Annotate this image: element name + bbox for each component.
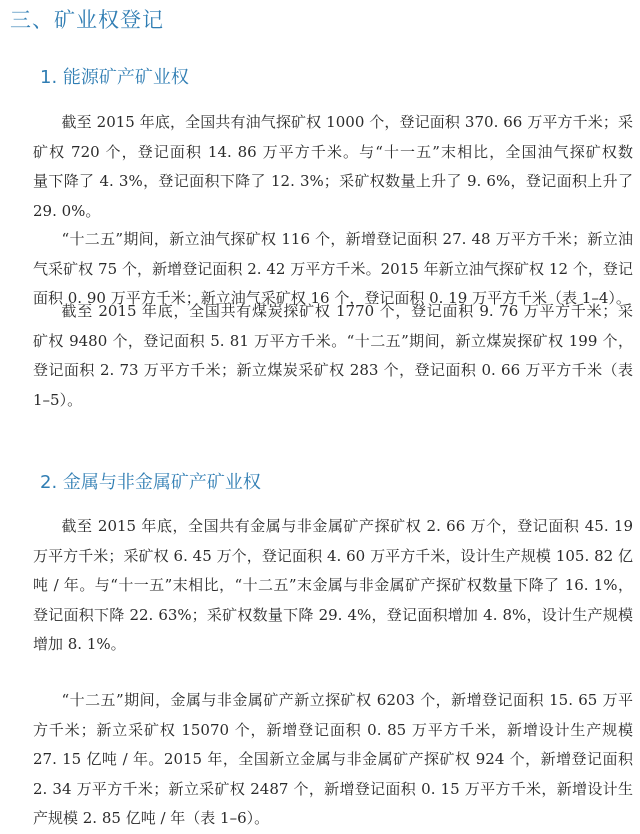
- subsection-title-energy: 1. 能源矿产矿业权: [40, 67, 189, 88]
- text-line: 产规模 2. 85 亿吨 / 年（表 1–6）。: [33, 809, 270, 828]
- text-line: 增加 8. 1%。: [33, 635, 126, 654]
- text-line: 万平方千米；采矿权 6. 45 万个，登记面积 4. 60 万平方千米，设计生产规模 105. 82 亿: [33, 546, 633, 565]
- text-line: 截至 2015 年底，全国共有油气探矿权 1000 个，登记面积 370. 66 万平方千米；采: [61, 113, 633, 131]
- text-line: 矿权 9480 个，登记面积 5. 81 万平方千米。“十二五”期间，新立煤炭探矿权 199 个，: [33, 331, 633, 350]
- text-line: 方千米；新立采矿权 15070 个，新增登记面积 0. 85 万平方千米，新增设计生产规模: [33, 720, 633, 739]
- subsection-title-metal: 2. 金属与非金属矿产矿业权: [40, 472, 261, 493]
- text-line: 截至 2015 年底，全国共有金属与非金属矿产探矿权 2. 66 万个，登记面积 45. 19: [61, 517, 633, 535]
- paragraph: [33, 512, 633, 660]
- text-line: “十二五”期间，新立油气探矿权 116 个，新增登记面积 27. 48 万平方千米；新立油: [61, 230, 633, 248]
- text-line: 2. 34 万平方千米；新立采矿权 2487 个，新增登记面积 0. 15 万平方千米，新增设计生: [33, 779, 633, 798]
- text-line: 登记面积 2. 73 万平方千米；新立煤炭采矿权 283 个，登记面积 0. 66 万平方千米（表: [33, 361, 633, 380]
- text-line: 气采矿权 75 个，新增登记面积 2. 42 万平方千米。2015 年新立油气探矿权 12 个，登记: [33, 259, 633, 278]
- text-line: 29. 0%。: [33, 201, 101, 220]
- text-line: 量下降了 4. 3%，登记面积下降了 12. 3%；采矿权数量上升了 9. 6%，登记面积上升了: [33, 172, 633, 191]
- text-line: “十二五”期间，金属与非金属矿产新立探矿权 6203 个，新增登记面积 15. 65 万平: [61, 691, 633, 709]
- text-line: 面积 0. 90 万平方千米；新立油气采矿权 16 个，登记面积 0. 19 万平方千米（表 1–4）。: [33, 289, 631, 308]
- text-line: 27. 15 亿吨 / 年。2015 年，全国新立金属与非金属矿产探矿权 924 个，新增登记面积: [33, 750, 633, 769]
- text-line: 1–5）。: [33, 390, 83, 409]
- paragraph: [33, 108, 633, 226]
- paragraph: [33, 297, 633, 415]
- text-line: 吨 / 年。与“十一五”末相比，“十二五”末金属与非金属矿产探矿权数量下降了 16. 1%，: [33, 576, 633, 595]
- text-line: 登记面积下降 22. 63%；采矿权数量下降 29. 4%，登记面积增加 4. 8%，设计生产规模: [33, 605, 633, 624]
- text-line: 矿权 720 个，登记面积 14. 86 万平方千米。与“十一五”末相比，全国油气探矿权数: [33, 142, 633, 161]
- text-line: 截至 2015 年底，全国共有煤炭探矿权 1770 个，登记面积 9. 76 万平方千米；采: [61, 302, 633, 320]
- section-heading: 三、矿业权登记: [10, 8, 164, 32]
